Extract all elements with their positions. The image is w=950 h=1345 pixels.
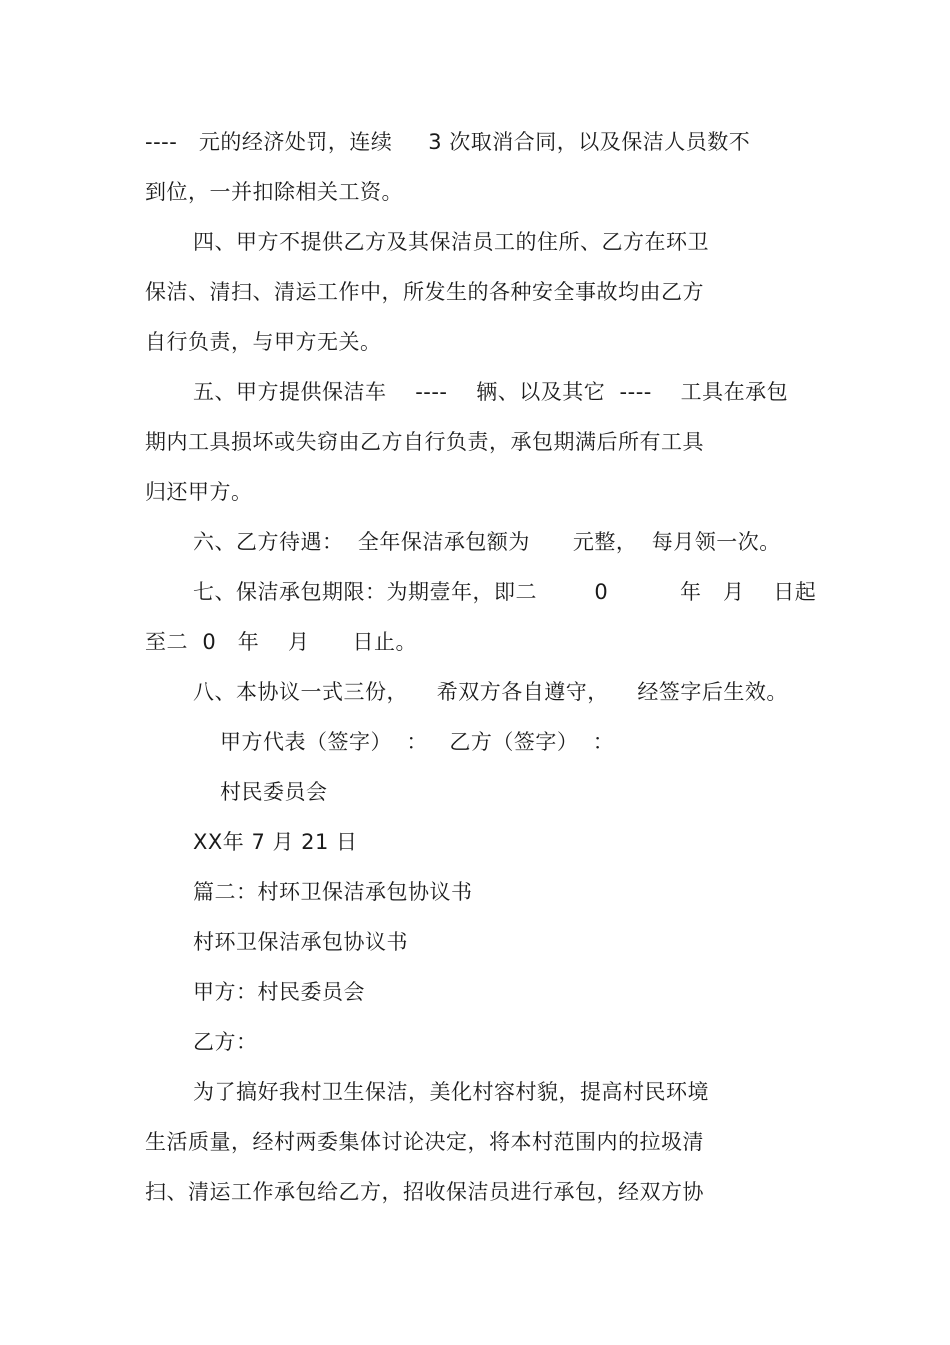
text-line: 扫、清运工作承包给乙方，招收保洁员进行承包，经双方协 (145, 1180, 704, 1204)
text-line: 到位，一并扣除相关工资。 (145, 180, 403, 204)
section-heading: 篇二：村环卫保洁承包协议书 (193, 880, 473, 904)
signature-line: 甲方代表（签字） ： 乙方（签字） ： (220, 730, 615, 754)
text-line: 八、本协议一式三份， 希双方各自遵守， 经签字后生效。 (193, 680, 788, 704)
document-title: 村环卫保洁承包协议书 (193, 930, 408, 954)
party-b-line: 乙方： (193, 1030, 258, 1054)
text-line: 至二 0 年 月 日止。 (145, 630, 417, 654)
text-line: 为了搞好我村卫生保洁，美化村容村貌，提高村民环境 (193, 1080, 709, 1104)
text-line: 七、保洁承包期限：为期壹年，即二 0 年 月 日起 (193, 580, 817, 604)
text-line: 生活质量，经村两委集体讨论决定，将本村范围内的拉圾清 (145, 1130, 704, 1154)
text-line: 保洁、清扫、清运工作中，所发生的各种安全事故均由乙方 (145, 280, 704, 304)
text-line: 四、甲方不提供乙方及其保洁员工的住所、乙方在环卫 (193, 230, 709, 254)
party-a-line: 甲方：村民委员会 (193, 980, 365, 1004)
text-line: 五、甲方提供保洁车 ---- 辆、以及其它 ---- 工具在承包 (193, 380, 789, 404)
text-line: 自行负责，与甲方无关。 (145, 330, 382, 354)
text-line: 归还甲方。 (145, 480, 253, 504)
date-line: XX年 7 月 21 日 (193, 830, 358, 854)
text-line: ---- 元的经济处罚，连续 3 次取消合同，以及保洁人员数不 (145, 130, 751, 154)
text-line: 六、乙方待遇： 全年保洁承包额为 元整， 每月领一次。 (193, 530, 781, 554)
text-line: 期内工具损坏或失窃由乙方自行负责，承包期满后所有工具 (145, 430, 704, 454)
committee-name: 村民委员会 (220, 780, 328, 804)
